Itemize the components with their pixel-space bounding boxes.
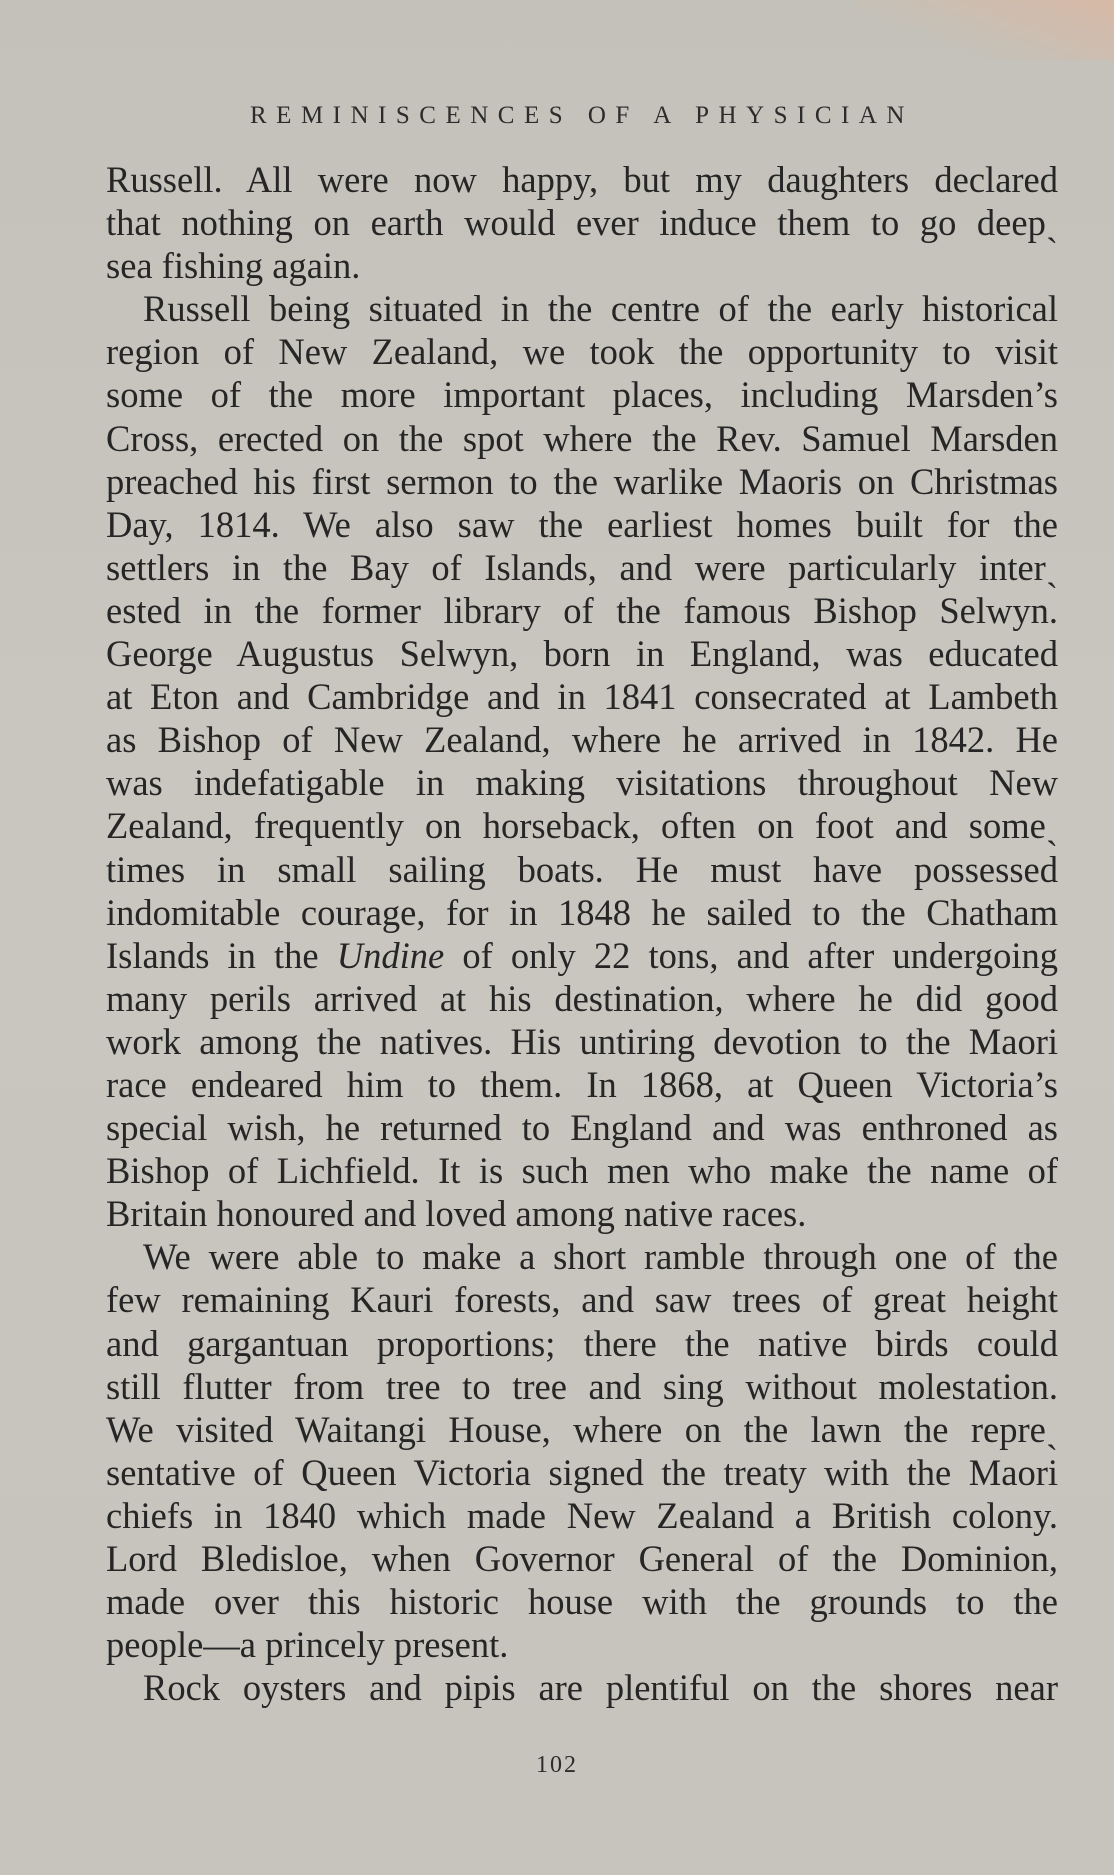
text-line: sentative of Queen Victoria signed the treaty with the Maori xyxy=(106,1451,1058,1493)
text-line: Britain honoured and loved among native races. xyxy=(106,1193,807,1235)
page-number: 102 xyxy=(536,1752,578,1778)
running-head: REMINISCENCES OF A PHYSICIAN xyxy=(250,102,914,129)
text-line: settlers in the Bay of Islands, and were particularly interˏ xyxy=(106,546,1058,588)
text-segment: Islands in the xyxy=(106,934,319,976)
text-line: race endeared him to them. In 1868, at Queen Victoria’s xyxy=(106,1063,1058,1105)
text-line: as Bishop of New Zealand, where he arrived in 1842. He xyxy=(106,719,1058,761)
text-line: George Augustus Selwyn, born in England, was educated xyxy=(106,633,1058,675)
page-edge-discoloration xyxy=(854,0,1114,60)
text-line: and gargantuan proportions; there the native birds could xyxy=(106,1322,1058,1364)
text-line: that nothing on earth would ever induce them to go deepˏ xyxy=(106,202,1058,244)
text-line xyxy=(106,934,1058,977)
text-line: some of the more important places, including Marsden’s xyxy=(106,374,1058,416)
text-line: Rock oysters and pipis are plentiful on the shores near xyxy=(143,1667,1058,1709)
ship-name-italic: Undine xyxy=(336,934,445,976)
text-line: preached his first sermon to the warlike Maoris on Christmas xyxy=(106,460,1058,502)
body-text xyxy=(106,158,1058,1709)
text-line: times in small sailing boats. He must have possessed xyxy=(106,848,1058,890)
text-line: still flutter from tree to tree and sing without molestation. xyxy=(106,1365,1058,1407)
text-line: indomitable courage, for in 1848 he sailed to the Chatham xyxy=(106,891,1058,933)
text-line: Zealand, frequently on horseback, often on foot and someˏ xyxy=(106,805,1058,847)
text-line: special wish, he returned to England and was enthroned as xyxy=(106,1107,1058,1149)
text-line: was indefatigable in making visitations throughout New xyxy=(106,762,1058,804)
text-line: few remaining Kauri forests, and saw trees of great height xyxy=(106,1279,1058,1321)
text-line: ested in the former library of the famous Bishop Selwyn. xyxy=(106,589,1058,631)
text-line: many perils arrived at his destination, where he did good xyxy=(106,977,1058,1019)
text-line: We were able to make a short ramble through one of the xyxy=(143,1236,1058,1278)
text-line: Lord Bledisloe, when Governor General of the Dominion, xyxy=(106,1538,1058,1579)
text-line: region of New Zealand, we took the opportunity to visit xyxy=(106,331,1058,373)
text-line: made over this historic house with the grounds to the xyxy=(106,1581,1058,1623)
text-line: Day, 1814. We also saw the earliest homes built for the xyxy=(106,503,1058,545)
text-line: work among the natives. His untiring devotion to the Maori xyxy=(106,1020,1058,1062)
text-segment: of only 22 tons, and after undergoing xyxy=(462,934,1058,976)
text-line: chiefs in 1840 which made New Zealand a British colony. xyxy=(106,1494,1058,1536)
text-line: Russell. All were now happy, but my daughters declared xyxy=(106,159,1058,200)
text-line: sea fishing again. xyxy=(106,245,361,287)
text-line: Bishop of Lichfield. It is such men who make the name of xyxy=(106,1150,1058,1192)
text-line: at Eton and Cambridge and in 1841 consecrated at Lambeth xyxy=(106,676,1058,718)
text-line: We visited Waitangi House, where on the lawn the repreˏ xyxy=(106,1408,1058,1450)
text-line: people—a princely present. xyxy=(106,1624,509,1666)
text-line: Russell being situated in the centre of the early historical xyxy=(143,288,1058,330)
text-line: Cross, erected on the spot where the Rev. Samuel Marsden xyxy=(106,417,1058,459)
